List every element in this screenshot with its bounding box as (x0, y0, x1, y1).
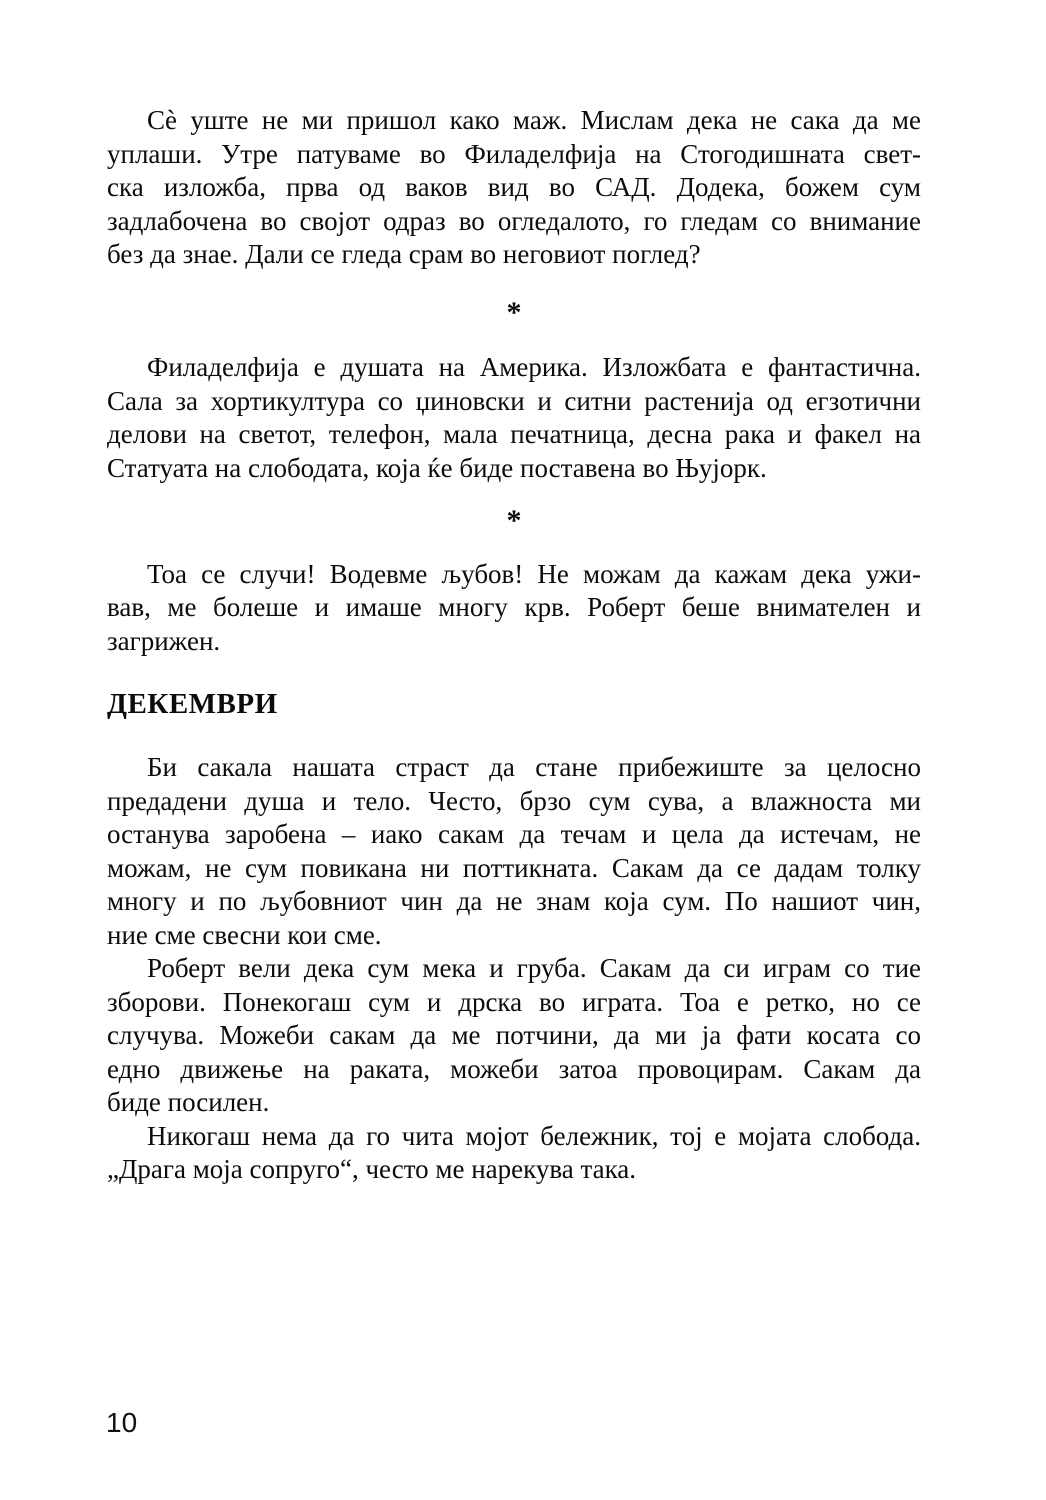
paragraph-3 (107, 558, 921, 659)
text-line: зборови. Понекогаш сум и дрска во играта. Тоа е ретко, но се (107, 986, 921, 1017)
text-line: Би сакала нашата страст да стане прибежиште за целосно (147, 752, 921, 782)
text-line: многу и по љубовниот чин да не знам која сум. По нашиот чин, (107, 886, 921, 916)
text-line: загрижен. (107, 625, 221, 656)
paragraph-1 (107, 104, 921, 272)
text-line: уплаши. Утре патуваме во Филаделфија на Стогодишната свет- (107, 138, 921, 169)
asterisk-separator: * (506, 504, 522, 537)
text-line: делови на светот, телефон, мала печатница, десна рака и факел на (107, 419, 921, 449)
paragraph-5 (107, 952, 921, 1120)
text-line: едно движење на раката, можеби затоа провоцирам. Сакам да (107, 1053, 921, 1084)
text-line: останува заробена – иако сакам да течам и цела да истечам, не (107, 819, 921, 849)
text-line: биде посилен. (107, 1087, 270, 1117)
paragraph-4 (107, 751, 921, 952)
text-line: „Драга моја сопруго“, често ме нарекува така. (107, 1154, 637, 1184)
text-line: Сала за хортикултура со џиновски и ситни растенија од егзотични (107, 385, 921, 416)
text-line: ние сме свесни кои сме. (107, 919, 382, 950)
text-line: Никогаш нема да го чита мојот бележник, тој е мојата слобода. (147, 1120, 921, 1151)
text-line: Роберт вели дека сум мека и груба. Сакам да си играм со тие (147, 953, 921, 983)
text-line: ска изложба, прва од ваков вид во САД. Додека, божем сум (107, 172, 921, 202)
text-line: случува. Можеби сакам да ме потчини, да ми ја фати косата со (107, 1020, 921, 1050)
text-line: Филаделфија е душата на Америка. Изложбата е фантастична. (147, 352, 921, 382)
text-block (107, 104, 921, 1187)
text-line: Сѐ уште не ми пришол како маж. Мислам дека не сака да ме (147, 105, 921, 135)
text-line: Статуата на слободата, која ќе биде поставена во Њујорк. (107, 452, 767, 483)
paragraph-2 (107, 351, 921, 485)
text-line: можам, не сум повикана ни поттикната. Сакам да се дадам толку (107, 852, 921, 883)
text-line: задлабочена во својот одраз во огледалото, го гледам со внимание (107, 205, 921, 236)
chapter-heading-december: ДЕКЕМВРИ (107, 688, 278, 720)
asterisk-separator: * (506, 295, 522, 329)
text-line: без да знае. Дали се гледа срам во неговиот поглед? (107, 239, 701, 269)
text-line: Тоа се случи! Водевме љубов! Не можам да кажам дека ужи- (147, 558, 921, 589)
text-line: предадени душа и тело. Често, брзо сум сува, а влажноста ми (107, 785, 921, 816)
page-number: 10 (106, 1407, 138, 1438)
paragraph-6 (107, 1120, 921, 1187)
text-line: вав, ме болеше и имаше многу крв. Роберт беше внимателен и (107, 592, 921, 622)
